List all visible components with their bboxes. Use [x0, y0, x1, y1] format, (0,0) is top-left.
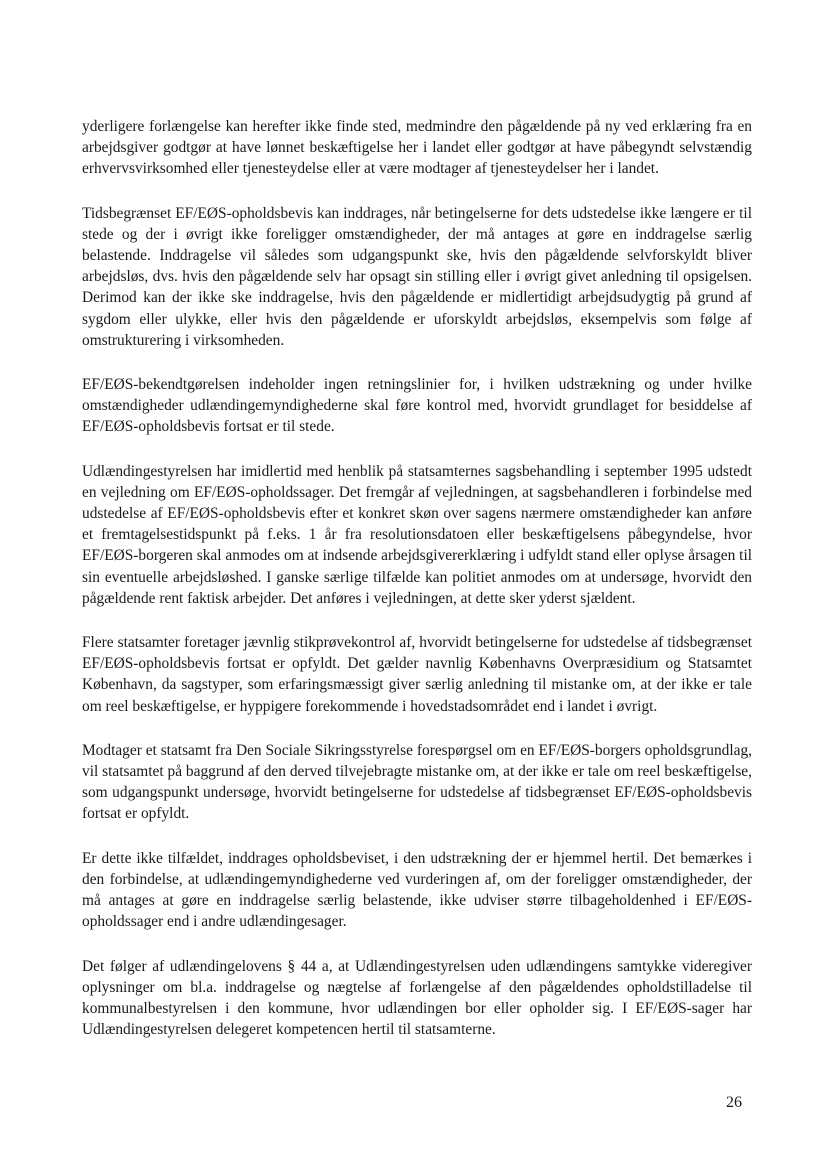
paragraph-4: Udlændingestyrelsen har imidlertid med henblik på statsamternes sagsbehandling i september 1995 udstedt en vejledning om EF/EØS-opholdssager. Det fremgår af vejledningen, at sagsbehandleren i forbindelse med udstedelse af EF/EØS-opholdsbevis efter et konkret skøn over sagens nærmere omstændigheder kan anføre et fremtagelsestidspunkt på f.eks. 1 år fra resolutionsdatoen eller beskæftigelsens påbegyndelse, hvor EF/EØS-borgeren skal anmodes om at indsende arbejdsgivererklæring i udfyldt stand eller oplyse årsagen til sin eventuelle arbejdsløshed. I ganske særlige tilfælde kan politiet anmodes om at undersøge, hvorvidt den pågældende rent faktisk arbejder. Det anføres i vejledningen, at dette sker yderst sjældent. [82, 462, 752, 607]
paragraph-6: Modtager et statsamt fra Den Sociale Sikringsstyrelse forespørgsel om en EF/EØS-borgers opholdsgrundlag, vil statsamtet på baggrund af den derved tilvejebragte mistanke om, at der ikke er tale om reel beskæftigelse, som udgangspunkt undersøge, hvorvidt betingelserne for udstedelse af tidsbegrænset EF/EØS-opholdsbevis fortsat er opfyldt. [82, 741, 752, 823]
document-body [82, 116, 752, 1040]
paragraph-8: Det følger af udlændingelovens § 44 a, at Udlændingestyrelsen uden udlændingens samtykke videregiver oplysninger om bl.a. inddragelse og nægtelse af forlængelse af den pågældendes opholdstilladelse til kommunalbestyrelsen i den kommune, hvor udlændingen bor eller opholder sig. I EF/EØS-sager har Udlændingestyrelsen delegeret kompetencen hertil til statsamterne. [82, 957, 752, 1039]
paragraph-3: EF/EØS-bekendtgørelsen indeholder ingen retningslinier for, i hvilken udstrækning og under hvilke omstændigheder udlændingemyndighederne skal føre kontrol med, hvorvidt grundlaget for besiddelse af EF/EØS-opholdsbevis fortsat er til stede. [82, 376, 752, 436]
paragraph-1: yderligere forlængelse kan herefter ikke finde sted, medmindre den pågældende på ny ved erklæring fra en arbejdsgiver godtgør at have lønnet beskæftigelse her i landet eller godtgør at have påbegyndt selvstændig erhvervsvirksomhed eller tjenesteydelse eller at være modtager af tjenesteydelser her i landet. [82, 118, 752, 178]
page-number: 26 [726, 1094, 742, 1111]
paragraph-7: Er dette ikke tilfældet, inddrages opholdsbeviset, i den udstrækning der er hjemmel hertil. Det bemærkes i den forbindelse, at udlændingemyndighederne ved vurderingen af, om der foreligger omstændigheder, der må antages at gøre en inddragelse særlig belastende, ikke udviser større tilbageholdenhed i EF/EØS-opholdssager end i andre udlændingesager. [82, 849, 752, 931]
paragraph-2: Tidsbegrænset EF/EØS-opholdsbevis kan inddrages, når betingelserne for dets udstedelse ikke længere er til stede og der i øvrigt ikke foreligger omstændigheder, der må antages at gøre en inddragelse særlig belastende. Inddragelse vil således som udgangspunkt ske, hvis den pågældende selvforskyldt bliver arbejdsløs, dvs. hvis den pågældende selv har opsagt sin stilling eller i øvrigt givet anledning til opsigelsen. Derimod kan der ikke ske inddragelse, hvis den pågældende er midlertidigt arbejdsudygtig på grund af sygdom eller ulykke, eller hvis den pågældende er uforskyldt arbejdsløs, eksempelvis som følge af omstrukturering i virksomheden. [82, 204, 752, 349]
paragraph-5: Flere statsamter foretager jævnlig stikprøvekontrol af, hvorvidt betingelserne for udstedelse af tidsbegrænset EF/EØS-opholdsbevis fortsat er opfyldt. Det gælder navnlig Københavns Overpræsidium og Statsamtet København, da sagstyper, som erfaringsmæssigt giver særlig anledning til mistanke om, at der ikke er tale om reel beskæftigelse, er hyppigere forekommende i hovedstadsområdet end i landet i øvrigt. [82, 634, 752, 715]
